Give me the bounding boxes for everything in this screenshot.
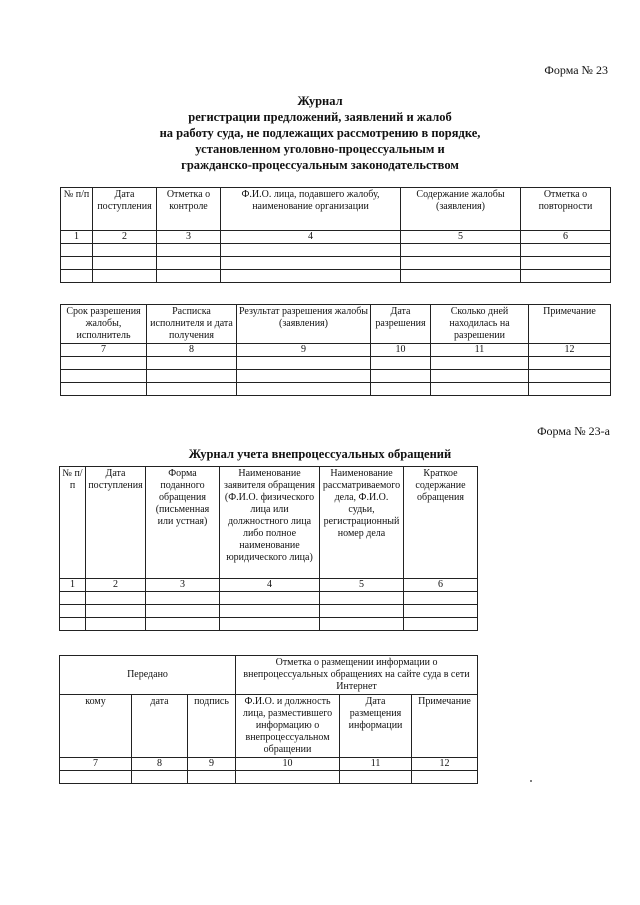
journal-table-4 (59, 655, 478, 784)
col-header-applicant-name: Наименование заявителя обращения (Ф.И.О. физического лица или должностного лица либо полное наименование юридического лица) (220, 467, 320, 579)
col-header-complainant: Ф.И.О. лица, подавшего жалобу, наименование организации (221, 188, 401, 231)
header-row (60, 467, 478, 579)
column-number: 8 (147, 344, 237, 357)
column-number-row (61, 231, 611, 244)
title-line: регистрации предложений, заявлений и жалоб (188, 110, 452, 124)
col-header-number: № п/п (61, 188, 93, 231)
column-number: 12 (529, 344, 611, 357)
column-number: 1 (61, 231, 93, 244)
form-23a-title: Журнал учета внепроцессуальных обращений (188, 447, 452, 461)
header-row (61, 188, 611, 231)
form-23-title (120, 93, 520, 173)
col-header-note: Примечание (529, 305, 611, 344)
form-23a-label: Форма № 23-а (537, 424, 610, 438)
group-header-internet-placement: Отметка о размещении информации о внепроцессуальных обращениях на сайте суда в сети Интернет (236, 656, 478, 695)
col-header-number: № п/п (60, 467, 86, 579)
title-line: на работу суда, не подлежащих рассмотрению в порядке, (159, 126, 481, 140)
col-header-deadline-executor: Срок разрешения жалобы, исполнитель (61, 305, 147, 344)
journal-table-1 (60, 187, 611, 283)
group-header-row (60, 656, 478, 695)
col-header-executor-receipt: Расписка исполнителя и дата получения (147, 305, 237, 344)
column-number: 6 (521, 231, 611, 244)
col-header-received-date: Дата поступления (86, 467, 146, 579)
column-number: 2 (93, 231, 157, 244)
col-header-note: Примечание (412, 695, 478, 758)
col-header-case-name: Наименование рассматриваемого дела, Ф.И.О. судьи, регистрационный номер дела (320, 467, 404, 579)
column-number-row (60, 579, 478, 592)
column-number: 5 (401, 231, 521, 244)
column-number: 3 (146, 579, 220, 592)
journal-table-3 (59, 466, 478, 631)
title-line: установленном уголовно-процессуальным и (195, 142, 445, 156)
column-number: 5 (320, 579, 404, 592)
col-header-to-whom: кому (60, 695, 132, 758)
scan-speck (530, 780, 532, 782)
column-number: 8 (132, 758, 188, 771)
column-number: 9 (237, 344, 371, 357)
empty-row (61, 257, 611, 270)
empty-row (60, 771, 478, 784)
empty-row (61, 370, 611, 383)
col-header-resolution-result: Результат разрешения жалобы (заявления) (237, 305, 371, 344)
col-header-days-in-resolution: Сколько дней находилась на разрешении (431, 305, 529, 344)
col-header-control-mark: Отметка о контроле (157, 188, 221, 231)
column-number: 11 (340, 758, 412, 771)
column-number: 7 (61, 344, 147, 357)
col-header-resolution-date: Дата разрешения (371, 305, 431, 344)
col-header-appeal-form: Форма поданного обращения (письменная или устная) (146, 467, 220, 579)
column-number: 4 (220, 579, 320, 592)
column-number: 10 (236, 758, 340, 771)
column-number: 3 (157, 231, 221, 244)
empty-row (60, 592, 478, 605)
form-23-label: Форма № 23 (544, 63, 608, 77)
empty-row (61, 270, 611, 283)
column-number: 7 (60, 758, 132, 771)
column-number: 11 (431, 344, 529, 357)
column-number-row (61, 344, 611, 357)
col-header-brief-content: Краткое содержание обращения (404, 467, 478, 579)
journal-table-2 (60, 304, 611, 396)
title-line: Журнал (297, 94, 343, 108)
col-header-placement-date: Дата размещения информации (340, 695, 412, 758)
column-number: 9 (188, 758, 236, 771)
col-header-received-date: Дата поступления (93, 188, 157, 231)
column-number: 4 (221, 231, 401, 244)
empty-row (61, 357, 611, 370)
empty-row (60, 618, 478, 631)
group-header-transferred: Передано (60, 656, 236, 695)
col-header-date: дата (132, 695, 188, 758)
col-header-signature: подпись (188, 695, 236, 758)
empty-row (61, 244, 611, 257)
column-number: 1 (60, 579, 86, 592)
col-header-repeat-mark: Отметка о повторности (521, 188, 611, 231)
column-number: 6 (404, 579, 478, 592)
column-number-row (60, 758, 478, 771)
header-row (60, 695, 478, 758)
header-row (61, 305, 611, 344)
column-number: 12 (412, 758, 478, 771)
column-number: 10 (371, 344, 431, 357)
empty-row (61, 383, 611, 396)
column-number: 2 (86, 579, 146, 592)
col-header-complaint-content: Содержание жалобы (заявления) (401, 188, 521, 231)
empty-row (60, 605, 478, 618)
title-line: гражданско-процессуальным законодательством (181, 158, 459, 172)
col-header-placer-name: Ф.И.О. и должность лица, разместившего информацию о внепроцессуальном обращении (236, 695, 340, 758)
